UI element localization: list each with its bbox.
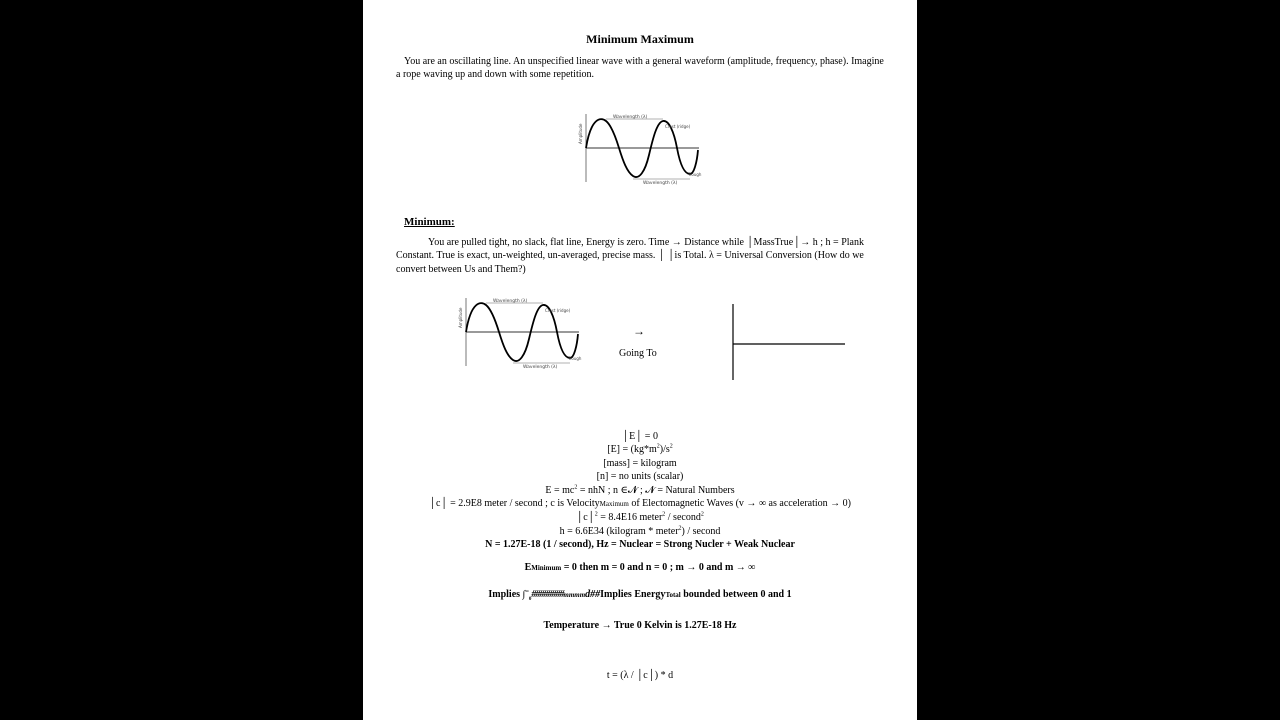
wave-diagram-top <box>577 110 703 186</box>
time-equation: t = (λ / │c│) * d <box>606 669 674 681</box>
light-speed-squared-equation: │c│$^2$ = 8.4E16 meter$^2$ / second$^2$ <box>576 512 704 524</box>
wavelength-label-bottom: Wavelength (λ) <box>523 365 558 370</box>
trough-label: Trough <box>568 356 582 361</box>
intro-paragraph: You are an oscillating line. An unspecified linear wave with a general waveform (amplitude, frequency, phase). Imagine a rope waving up and down with some repetition. <box>396 56 884 81</box>
crest-label: Crest (ridge) <box>665 124 691 129</box>
equations-block <box>363 430 917 682</box>
light-speed-equation: │c│ = 2.9E8 meter / second ; c is VelocityMaximum of Electomagnetic Waves (v → ∞ as acceleration → 0) <box>428 498 852 510</box>
crest-label: Crest (ridge) <box>545 308 571 313</box>
wave-diagram-left <box>457 294 583 370</box>
document-page <box>363 0 917 720</box>
energy-minimum-equation: EMinimum = 0 then m = 0 and n = 0 ; m → 0 and m → ∞ <box>524 561 756 573</box>
temperature-equation: Temperature → True 0 Kelvin is 1.27E-18 Hz <box>543 620 737 632</box>
energy-units-equation: $[E] = (kg*m^2)/s^2$ <box>607 444 673 456</box>
integral-implies-equation: Implies $\int^\infty_0\#\#\#\#\#\#\#\#mmmmd\#\#Implies$ EnergyTotal bounded between 0 and 1 <box>488 589 792 603</box>
mass-units-equation: [mass] = kilogram <box>603 457 677 469</box>
amplitude-label: Amplitude <box>578 123 583 144</box>
planck-equation: h = 6.6E34 (kilogram * meter$^2$) / second <box>559 525 721 537</box>
nuclear-frequency-equation: N = 1.27E-18 (1 / second), Hz = Nuclear = Strong Nucler + Weak Nuclear <box>485 539 795 551</box>
flat-line-diagram <box>731 304 847 384</box>
minimum-paragraph: You are pulled tight, no slack, flat line, Energy is zero. Time → Distance while │MassTrue│→ h ; h = Plank Constant. True is exact, un-weighted, un-averaged, precise mass. │ │is Total. λ = Universal Conversion (How do we convert between Us and Them?) <box>396 237 864 275</box>
energy-equation: │E│ = 0 <box>622 431 658 442</box>
amplitude-label: Amplitude <box>458 307 463 328</box>
wavelength-label-top: Wavelength (λ) <box>613 115 648 120</box>
trough-label: Trough <box>688 172 702 177</box>
right-arrow-icon: → <box>633 324 645 338</box>
wavelength-label-top: Wavelength (λ) <box>493 299 528 304</box>
mass-energy-equation: $E = mc^2$ = nhN ; n ∈𝓝 ; 𝓝 = Natural Numbers <box>545 484 735 496</box>
going-to-label: Going To <box>619 348 657 359</box>
minimum-heading: Minimum: <box>404 216 455 228</box>
n-units-equation: [n] = no units (scalar) <box>596 471 684 483</box>
page-title: Minimum Maximum <box>586 32 694 46</box>
wavelength-label-bottom: Wavelength (λ) <box>643 181 678 186</box>
